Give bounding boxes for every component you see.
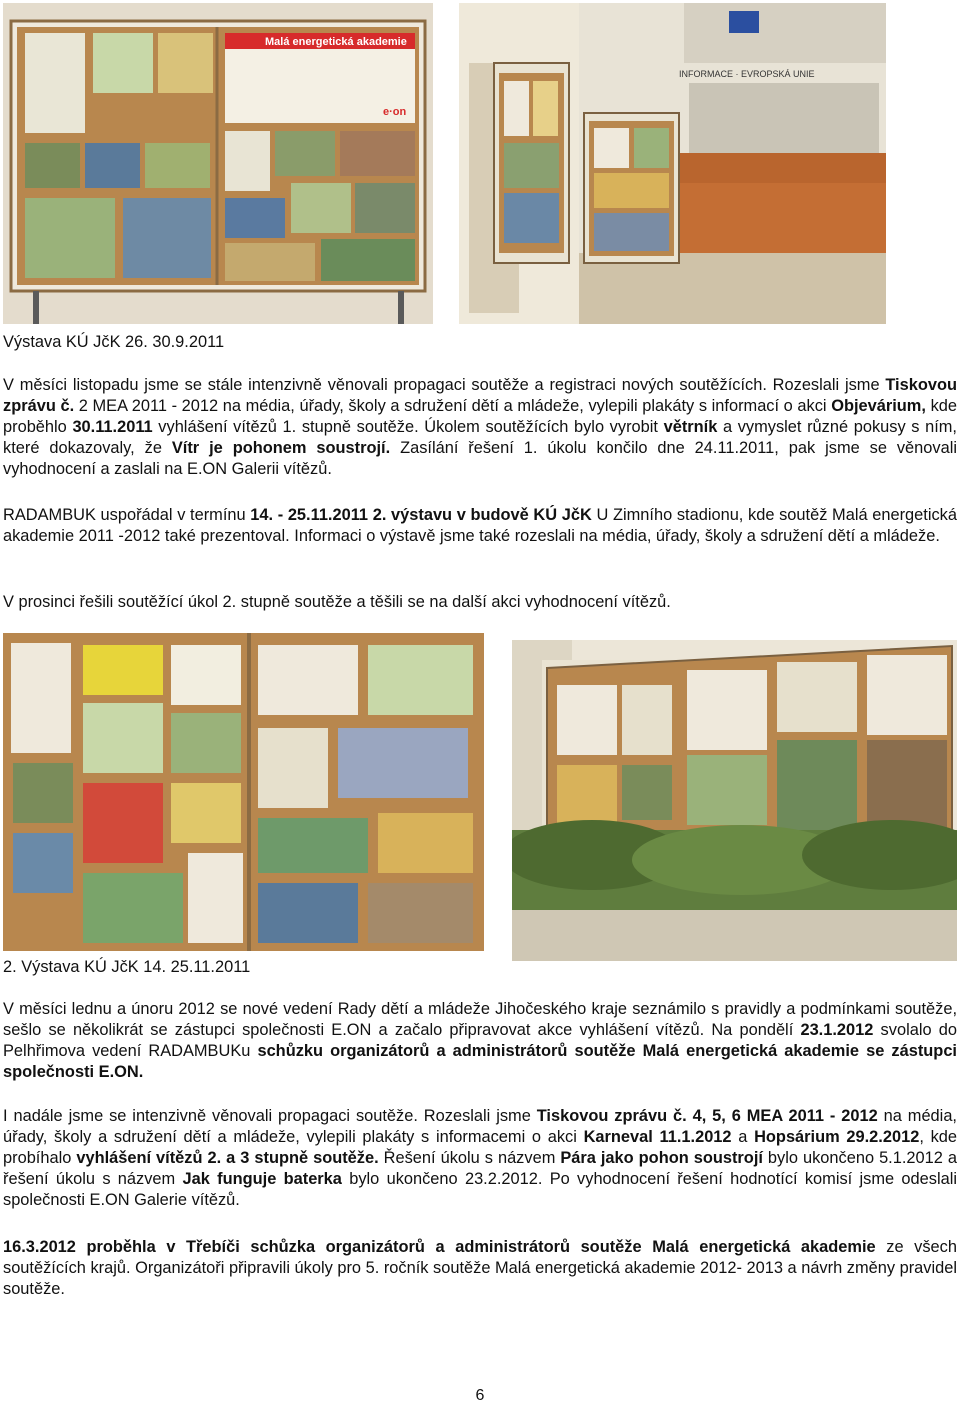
poster-header: Malá energetická akademie xyxy=(265,36,407,48)
paragraph-trebic-meeting: 16.3.2012 proběhla v Třebíči schůzka organizátorů a administrátorů soutěže Malá energetická akademie ze všech soutěžících krajů. Organizátoři připravili úkoly pro 5. ročník soutěže Malá energetická akademie 2012- 2013 a návrh změny pravidel soutěže. xyxy=(3,1238,957,1298)
photo-hallway-boards xyxy=(512,640,957,961)
paragraph-december: V prosinci řešili soutěžící úkol 2. stupně soutěže a těšili se na další akci vyhodnocení vítězů. xyxy=(3,593,671,611)
paragraph-november: V měsíci listopadu jsme se stále intenzivně věnovali propagaci soutěže a registraci nových soutěžících. Rozeslali jsme Tiskovou zprávu č. 2 MEA 2011 - 2012 na média, úřady, školy a sdružení dětí a mládeže, vylepili plakáty s informací o akci Objevárium, kde proběhlo 30.11.2011 vyhlášení vítězů 1. stupně soutěže. Úkolem soutěžících bylo vyrobit větrník a vymyslet různé pokusy s ním, které dokazovaly, že Vítr je pohonem soustrojí. Zasílání řešení 1. úkolu končilo dne 24.11.2011, pak jsme se věnovali vyhodnocení a zaslali na E.ON Galerii vítězů. xyxy=(3,376,957,478)
paragraph-january-february: V měsíci lednu a únoru 2012 se nové vedení Rady dětí a mládeže Jihočeského kraje seznámilo s pravidly a podmínkami soutěže, sešlo se několikrát se zástupci společnosti E.ON a začalo připravovat akce vyhlášení vítězů. Na pondělí 23.1.2012 svolalo do Pelhřimova vedení RADAMBUKu schůzku organizátorů a administrátorů soutěže Malá energetická akademie se zástupci společnosti E.ON. xyxy=(3,1000,957,1081)
photo-exhibition-boards-2 xyxy=(3,633,484,951)
photo-exhibition-boards-1 xyxy=(3,3,433,324)
info-sign: INFORMACE · EVROPSKÁ UNIE xyxy=(679,69,815,79)
eon-logo: e·on xyxy=(383,106,407,118)
caption-exhibition-2: 2. Výstava KÚ JčK 14. 25.11.2011 xyxy=(3,958,251,976)
paragraph-promotion: I nadále jsme se intenzivně věnovali propagaci soutěže. Rozeslali jsme Tiskovou zprávu č. 4, 5, 6 MEA 2011 - 2012 na média, úřady, školy a sdružení dětí a mládeže, vylepili plakáty s informacemi o akci Karneval 11.1.2012 a Hopsárium 29.2.2012, kde probíhalo vyhlášení vítězů 2. a 3 stupně soutěže. Řešení úkolu s názvem Pára jako pohon soustrojí bylo ukončeno 5.1.2012 a řešení úkolu s názvem Jak funguje baterka bylo ukončeno 23.2.2012. Po vyhodnocení řešení hodnotící komisí jsme odeslali společnosti E.ON Galerie vítězů. xyxy=(3,1107,957,1209)
paragraph-radambuk: RADAMBUK uspořádal v termínu 14. - 25.11.2011 2. výstavu v budově KÚ JčK U Zimního stadionu, kde soutěž Malá energetická akademie 2011 -2012 také prezentoval. Informaci o výstavě jsme také rozeslali na média, úřady, školy a sdružení dětí a mládeže. xyxy=(3,506,957,545)
page-number: 6 xyxy=(475,1387,485,1404)
photo-info-center xyxy=(459,3,886,324)
caption-exhibition-1: Výstava KÚ JčK 26. 30.9.2011 xyxy=(3,333,225,351)
